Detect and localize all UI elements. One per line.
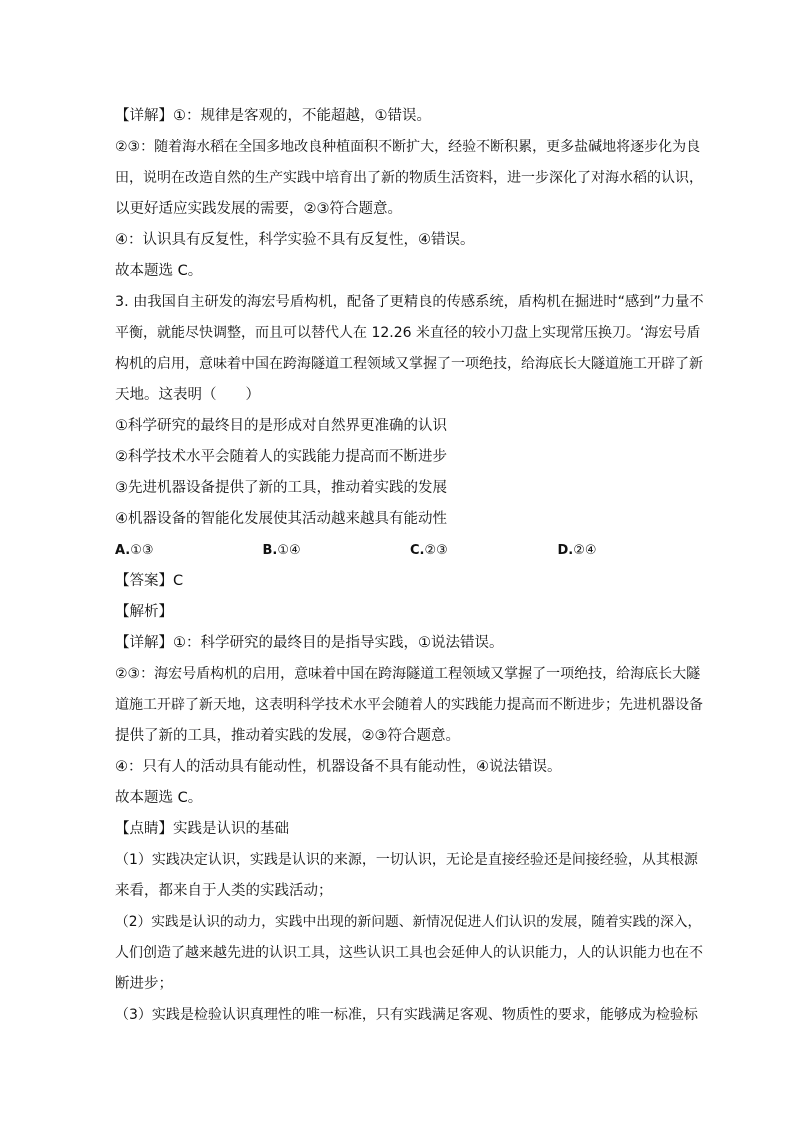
text-line: 提供了新的工具，推动着实践的发展，②③符合题意。 xyxy=(115,728,460,744)
question-stem: 3. 由我国自主研发的海宏号盾构机，配备了更精良的传感系统，盾构机在掘进时“感到”力量不 xyxy=(115,294,704,310)
option-text: ①④ xyxy=(277,543,301,558)
text-line: 故本题选 C。 xyxy=(115,790,203,806)
answer-options xyxy=(115,535,705,566)
option-letter: A. xyxy=(115,543,131,558)
text-line: 【详解】①：规律是客观的，不能超越，①错误。 xyxy=(115,108,431,124)
text-line: 【详解】①：科学研究的最终目的是指导实践，①说法错误。 xyxy=(115,635,504,651)
option-b xyxy=(263,535,411,566)
text-line: 故本题选 C。 xyxy=(115,263,203,279)
tip-heading: 【点睛】实践是认识的基础 xyxy=(115,821,289,837)
text-line: 田，说明在改造自然的生产实践中培育出了新的物质生活资料，进一步深化了对海水稻的认识， xyxy=(115,170,703,186)
option-c xyxy=(410,535,558,566)
option-a xyxy=(115,535,263,566)
text-line: （2）实践是认识的动力，实践中出现的新问题、新情况促进人们认识的发展，随着实践的深入， xyxy=(115,914,702,930)
answer-line: 【答案】C xyxy=(115,573,184,589)
text-line: ④：认识具有反复性，科学实验不具有反复性，④错误。 xyxy=(115,232,475,248)
text-line: （3）实践是检验认识真理性的唯一标准，只有实践满足客观、物质性的要求，能够成为检验标 xyxy=(115,1007,698,1023)
text-line: 断进步； xyxy=(115,976,173,992)
text-line: ②③：海宏号盾构机的启用，意味着中国在跨海隧道工程领域又掌握了一项绝技，给海底长大隧 xyxy=(115,666,701,682)
question-stem: 平衡，就能尽快调整，而且可以替代人在 12.26 米直径的较小刀盘上实现常压换刀。‘海宏号盾 xyxy=(115,325,701,341)
text-line: 来看，都来自于人类的实践活动； xyxy=(115,883,333,899)
option-letter: D. xyxy=(557,543,574,558)
text-line: 以更好适应实践发展的需要，②③符合题意。 xyxy=(115,201,402,217)
statement-1: ①科学研究的最终目的是形成对自然界更准确的认识 xyxy=(115,418,447,434)
statement-4: ④机器设备的智能化发展使其活动越来越具有能动性 xyxy=(115,511,447,527)
text-line: ④：只有人的活动具有能动性，机器设备不具有能动性，④说法错误。 xyxy=(115,759,562,775)
analysis-heading: 【解析】 xyxy=(115,604,173,620)
question-stem: 天地。这表明（ ） xyxy=(115,387,260,403)
option-text: ①③ xyxy=(130,543,154,558)
option-d xyxy=(558,535,706,566)
text-line: 道施工开辟了新天地，这表明科学技术水平会随着人的实践能力提高而不断进步；先进机器设备 xyxy=(115,697,703,713)
option-text: ②④ xyxy=(573,543,597,558)
statement-3: ③先进机器设备提供了新的工具，推动着实践的发展 xyxy=(115,480,447,496)
document-page xyxy=(115,101,705,1031)
question-stem: 构机的启用，意味着中国在跨海隧道工程领域又掌握了一项绝技，给海底长大隧道施工开辟了新 xyxy=(115,356,703,372)
text-line: （1）实践决定认识，实践是认识的来源，一切认识，无论是直接经验还是间接经验，从其根源 xyxy=(115,852,698,868)
option-letter: C. xyxy=(410,543,425,558)
text-line: 人们创造了越来越先进的认识工具，这些认识工具也会延伸人的认识能力，人的认识能力也在不 xyxy=(115,945,703,961)
option-letter: B. xyxy=(262,543,278,558)
statement-2: ②科学技术水平会随着人的实践能力提高而不断进步 xyxy=(115,449,447,465)
text-line: ②③：随着海水稻在全国多地改良种植面积不断扩大，经验不断积累，更多盐碱地将逐步化为良 xyxy=(115,139,701,155)
option-text: ②③ xyxy=(424,543,448,558)
